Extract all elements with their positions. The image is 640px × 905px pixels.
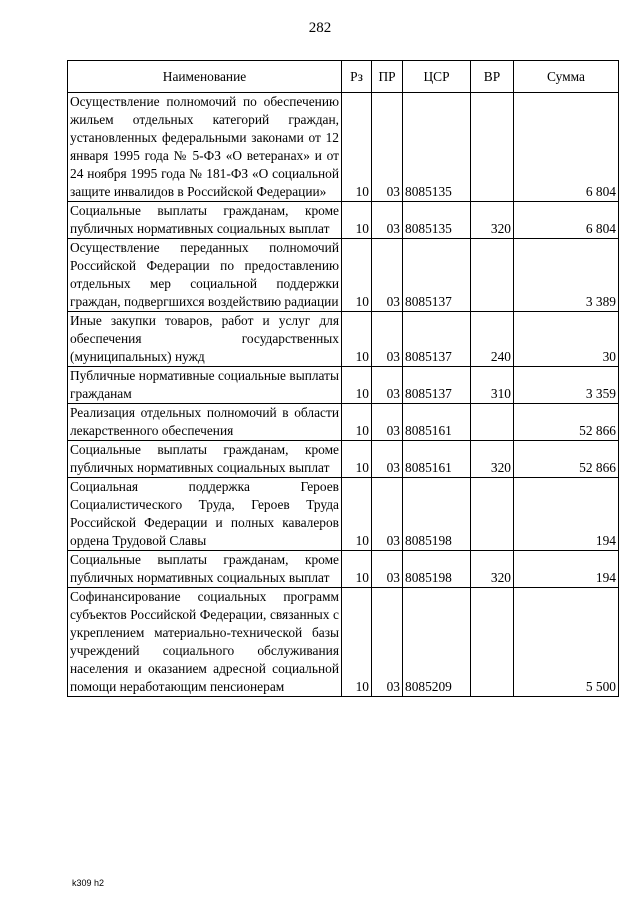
budget-table — [67, 60, 619, 697]
row-sum: 6 804 — [514, 93, 619, 202]
row-rz: 10 — [342, 367, 372, 404]
header-vr: ВР — [471, 61, 514, 93]
row-pr: 03 — [372, 93, 403, 202]
table-row — [68, 478, 619, 551]
row-sum: 30 — [514, 312, 619, 367]
row-vr: 320 — [471, 202, 514, 239]
table-row — [68, 312, 619, 367]
header-csr: ЦСР — [403, 61, 471, 93]
row-vr: 320 — [471, 441, 514, 478]
table-row — [68, 202, 619, 239]
row-vr — [471, 478, 514, 551]
row-sum: 6 804 — [514, 202, 619, 239]
row-rz: 10 — [342, 404, 372, 441]
row-name: Публичные нормативные социальные выплаты гражданам — [68, 367, 342, 404]
header-sum: Сумма — [514, 61, 619, 93]
row-sum: 3 389 — [514, 239, 619, 312]
row-rz: 10 — [342, 441, 372, 478]
row-csr: 8085161 — [403, 441, 471, 478]
row-vr — [471, 93, 514, 202]
row-vr: 320 — [471, 551, 514, 588]
row-csr: 8085135 — [403, 202, 471, 239]
table-row — [68, 367, 619, 404]
row-csr: 8085135 — [403, 93, 471, 202]
table-header-row — [68, 61, 619, 93]
row-pr: 03 — [372, 441, 403, 478]
row-csr: 8085198 — [403, 478, 471, 551]
row-name: Социальные выплаты гражданам, кроме публичных нормативных социальных выплат — [68, 202, 342, 239]
row-sum: 194 — [514, 551, 619, 588]
row-sum: 52 866 — [514, 404, 619, 441]
row-pr: 03 — [372, 367, 403, 404]
row-name: Софинансирование социальных программ субъектов Российской Федерации, связанных с укреплением материально-технической базы учреждений социального обслуживания населения и оказанием адресной социальной помощи неработающим пенсионерам — [68, 588, 342, 697]
header-pr: ПР — [372, 61, 403, 93]
row-pr: 03 — [372, 404, 403, 441]
row-sum: 52 866 — [514, 441, 619, 478]
row-csr: 8085198 — [403, 551, 471, 588]
row-rz: 10 — [342, 551, 372, 588]
row-pr: 03 — [372, 312, 403, 367]
table-row — [68, 404, 619, 441]
row-rz: 10 — [342, 93, 372, 202]
row-vr — [471, 404, 514, 441]
row-name: Социальные выплаты гражданам, кроме публичных нормативных социальных выплат — [68, 441, 342, 478]
row-pr: 03 — [372, 202, 403, 239]
table-row — [68, 93, 619, 202]
row-pr: 03 — [372, 239, 403, 312]
row-vr: 310 — [471, 367, 514, 404]
row-name: Реализация отдельных полномочий в области лекарственного обеспечения — [68, 404, 342, 441]
row-name: Социальная поддержка Героев Социалистического Труда, Героев Труда Российской Федерации и полных кавалеров ордена Трудовой Славы — [68, 478, 342, 551]
row-name: Осуществление переданных полномочий Российской Федерации по предоставлению отдельных мер социальной поддержки граждан, подвергшихся воздействию радиации — [68, 239, 342, 312]
page-number: 282 — [308, 20, 332, 36]
row-vr: 240 — [471, 312, 514, 367]
row-rz: 10 — [342, 588, 372, 697]
row-csr: 8085137 — [403, 239, 471, 312]
table-row — [68, 588, 619, 697]
footer-code: k309 h2 — [72, 878, 105, 888]
table-row — [68, 551, 619, 588]
header-name: Наименование — [68, 61, 342, 93]
row-pr: 03 — [372, 551, 403, 588]
table-row — [68, 441, 619, 478]
row-csr: 8085209 — [403, 588, 471, 697]
row-vr — [471, 239, 514, 312]
row-csr: 8085161 — [403, 404, 471, 441]
table-row — [68, 239, 619, 312]
row-rz: 10 — [342, 312, 372, 367]
row-pr: 03 — [372, 588, 403, 697]
row-vr — [471, 588, 514, 697]
row-sum: 5 500 — [514, 588, 619, 697]
row-sum: 194 — [514, 478, 619, 551]
row-rz: 10 — [342, 202, 372, 239]
row-rz: 10 — [342, 478, 372, 551]
row-name: Социальные выплаты гражданам, кроме публичных нормативных социальных выплат — [68, 551, 342, 588]
row-csr: 8085137 — [403, 367, 471, 404]
header-rz: Рз — [342, 61, 372, 93]
row-rz: 10 — [342, 239, 372, 312]
row-name: Иные закупки товаров, работ и услуг для обеспечения государственных (муниципальных) нужд — [68, 312, 342, 367]
row-pr: 03 — [372, 478, 403, 551]
row-name: Осуществление полномочий по обеспечению жильем отдельных категорий граждан, установленных федеральными законами от 12 января 1995 года № 5-ФЗ «О ветеранах» и от 24 ноября 1995 года № 181-ФЗ «О социальной защите инвалидов в Российской Федерации» — [68, 93, 342, 202]
row-csr: 8085137 — [403, 312, 471, 367]
row-sum: 3 359 — [514, 367, 619, 404]
